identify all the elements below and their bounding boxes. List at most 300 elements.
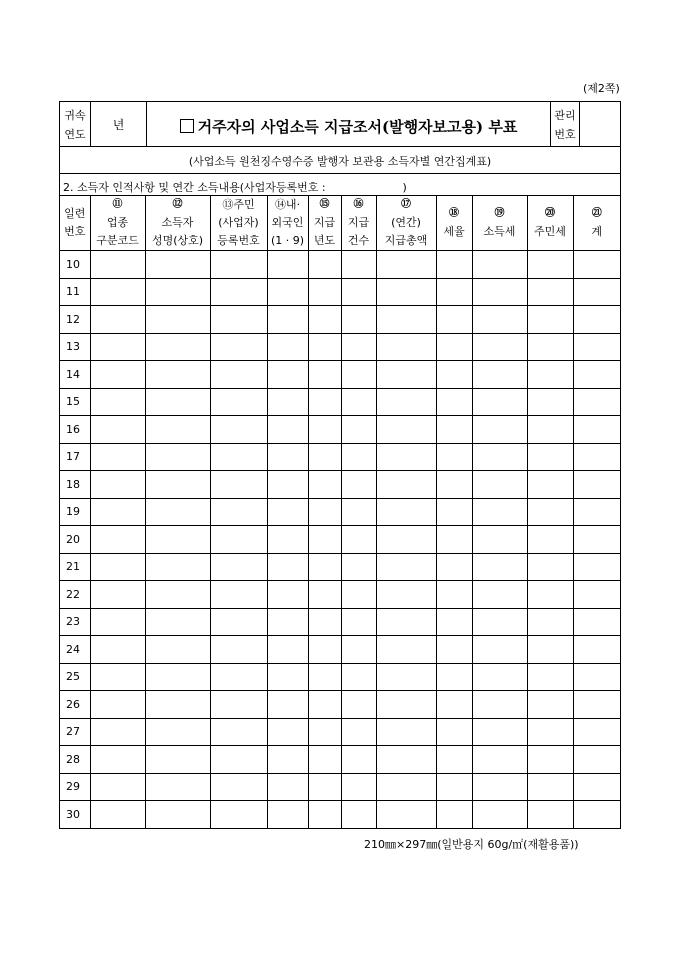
table-cell[interactable] xyxy=(145,416,210,444)
table-cell[interactable] xyxy=(472,333,527,361)
table-cell[interactable] xyxy=(210,691,267,719)
table-cell[interactable] xyxy=(527,333,573,361)
table-cell[interactable] xyxy=(145,663,210,691)
table-cell[interactable] xyxy=(436,306,472,334)
table-row xyxy=(60,801,620,829)
table-cell[interactable] xyxy=(90,498,145,526)
table-cell[interactable] xyxy=(527,526,573,554)
table-cell[interactable] xyxy=(436,581,472,609)
table-cell[interactable] xyxy=(90,526,145,554)
table-row xyxy=(60,278,620,306)
row-number: 11 xyxy=(60,278,90,306)
table-cell[interactable] xyxy=(527,251,573,279)
row-number: 30 xyxy=(60,801,90,829)
table-cell[interactable] xyxy=(341,636,376,664)
table-cell[interactable] xyxy=(472,773,527,801)
management-number-field[interactable] xyxy=(580,102,620,146)
col-payment-year: ⑮ 지급 년도 xyxy=(308,196,341,251)
table-cell[interactable] xyxy=(145,608,210,636)
table-cell[interactable] xyxy=(90,306,145,334)
table-cell[interactable] xyxy=(436,526,472,554)
table-cell[interactable] xyxy=(267,773,308,801)
table-cell[interactable] xyxy=(573,746,620,774)
table-cell[interactable] xyxy=(210,443,267,471)
table-cell[interactable] xyxy=(308,416,341,444)
table-cell[interactable] xyxy=(210,553,267,581)
table-cell[interactable] xyxy=(472,388,527,416)
table-cell[interactable] xyxy=(90,361,145,389)
form-table xyxy=(59,101,621,829)
table-cell[interactable] xyxy=(308,691,341,719)
table-cell[interactable] xyxy=(145,251,210,279)
table-cell[interactable] xyxy=(267,416,308,444)
table-cell[interactable] xyxy=(436,498,472,526)
table-cell[interactable] xyxy=(145,718,210,746)
table-cell[interactable] xyxy=(527,608,573,636)
table-cell[interactable] xyxy=(308,251,341,279)
table-cell[interactable] xyxy=(573,718,620,746)
table-cell[interactable] xyxy=(267,251,308,279)
table-cell[interactable] xyxy=(341,306,376,334)
table-cell[interactable] xyxy=(436,801,472,829)
table-cell[interactable] xyxy=(308,306,341,334)
table-cell[interactable] xyxy=(145,773,210,801)
table-cell[interactable] xyxy=(376,471,436,499)
table-cell[interactable] xyxy=(436,773,472,801)
col-earner-name: ⑫ 소득자 성명(상호) xyxy=(145,196,210,251)
table-cell[interactable] xyxy=(573,443,620,471)
table-row xyxy=(60,333,620,361)
table-cell[interactable] xyxy=(267,608,308,636)
table-cell[interactable] xyxy=(210,333,267,361)
table-cell[interactable] xyxy=(267,746,308,774)
col-industry-code: ⑪ 업종 구분코드 xyxy=(90,196,145,251)
table-cell[interactable] xyxy=(145,388,210,416)
table-row xyxy=(60,663,620,691)
table-cell[interactable] xyxy=(267,526,308,554)
table-cell[interactable] xyxy=(341,388,376,416)
row-number: 12 xyxy=(60,306,90,334)
table-cell[interactable] xyxy=(90,553,145,581)
table-cell[interactable] xyxy=(341,443,376,471)
table-cell[interactable] xyxy=(376,333,436,361)
table-cell[interactable] xyxy=(376,278,436,306)
table-cell[interactable] xyxy=(573,608,620,636)
table-cell[interactable] xyxy=(145,361,210,389)
table-cell[interactable] xyxy=(472,663,527,691)
table-cell[interactable] xyxy=(90,746,145,774)
table-cell[interactable] xyxy=(90,691,145,719)
table-cell[interactable] xyxy=(527,636,573,664)
table-cell[interactable] xyxy=(90,773,145,801)
table-cell[interactable] xyxy=(145,746,210,774)
table-cell[interactable] xyxy=(210,581,267,609)
table-cell[interactable] xyxy=(376,746,436,774)
table-cell[interactable] xyxy=(573,636,620,664)
table-cell[interactable] xyxy=(573,553,620,581)
table-cell[interactable] xyxy=(145,801,210,829)
table-cell[interactable] xyxy=(436,663,472,691)
table-cell[interactable] xyxy=(527,498,573,526)
table-cell[interactable] xyxy=(145,526,210,554)
table-cell[interactable] xyxy=(308,773,341,801)
table-cell[interactable] xyxy=(376,498,436,526)
table-cell[interactable] xyxy=(527,388,573,416)
table-cell[interactable] xyxy=(308,471,341,499)
table-cell[interactable] xyxy=(341,581,376,609)
table-cell[interactable] xyxy=(527,718,573,746)
table-cell[interactable] xyxy=(472,608,527,636)
table-cell[interactable] xyxy=(527,663,573,691)
table-cell[interactable] xyxy=(341,278,376,306)
table-cell[interactable] xyxy=(573,526,620,554)
table-cell[interactable] xyxy=(436,416,472,444)
table-cell[interactable] xyxy=(527,278,573,306)
table-cell[interactable] xyxy=(472,443,527,471)
table-cell[interactable] xyxy=(573,471,620,499)
table-cell[interactable] xyxy=(145,691,210,719)
table-cell[interactable] xyxy=(436,718,472,746)
table-cell[interactable] xyxy=(267,443,308,471)
table-cell[interactable] xyxy=(308,443,341,471)
table-cell[interactable] xyxy=(267,361,308,389)
table-cell[interactable] xyxy=(308,581,341,609)
page-number-label: (제2쪽) xyxy=(583,82,620,95)
table-cell[interactable] xyxy=(210,608,267,636)
table-cell[interactable] xyxy=(472,278,527,306)
table-cell[interactable] xyxy=(573,278,620,306)
table-cell[interactable] xyxy=(472,581,527,609)
form-subtitle: (사업소득 원천징수영수증 발행자 보관용 소득자별 연간집계표) xyxy=(188,155,492,168)
table-cell[interactable] xyxy=(145,278,210,306)
table-row xyxy=(60,251,620,279)
row-number: 13 xyxy=(60,333,90,361)
table-cell[interactable] xyxy=(472,553,527,581)
table-cell[interactable] xyxy=(267,553,308,581)
table-cell[interactable] xyxy=(308,718,341,746)
section-row xyxy=(60,174,620,196)
table-cell[interactable] xyxy=(472,636,527,664)
table-cell[interactable] xyxy=(527,306,573,334)
table-row xyxy=(60,553,620,581)
form-title: 거주자의 사업소득 지급조서(발행자보고용) 부표 xyxy=(147,102,550,146)
section-heading: 2. 소득자 인적사항 및 연간 소득내용(사업자등록번호 : ) xyxy=(63,181,407,194)
table-cell[interactable] xyxy=(436,361,472,389)
table-cell[interactable] xyxy=(210,251,267,279)
table-cell[interactable] xyxy=(90,663,145,691)
row-number: 14 xyxy=(60,361,90,389)
table-cell[interactable] xyxy=(573,691,620,719)
table-cell[interactable] xyxy=(573,801,620,829)
table-cell[interactable] xyxy=(573,388,620,416)
table-cell[interactable] xyxy=(267,498,308,526)
table-cell[interactable] xyxy=(472,691,527,719)
table-cell[interactable] xyxy=(90,801,145,829)
row-number: 21 xyxy=(60,553,90,581)
table-cell[interactable] xyxy=(376,608,436,636)
table-cell[interactable] xyxy=(341,553,376,581)
col-income-tax: ⑲ 소득세 xyxy=(472,196,527,251)
table-cell[interactable] xyxy=(436,636,472,664)
table-cell[interactable] xyxy=(341,498,376,526)
table-cell[interactable] xyxy=(308,361,341,389)
attribution-year-field[interactable]: 년 xyxy=(91,102,147,146)
table-cell[interactable] xyxy=(472,498,527,526)
table-cell[interactable] xyxy=(90,608,145,636)
table-cell[interactable] xyxy=(341,333,376,361)
col-total-payment: ⑰ (연간) 지급총액 xyxy=(376,196,436,251)
col-total: ㉑ 계 xyxy=(573,196,620,251)
table-cell[interactable] xyxy=(527,773,573,801)
table-cell[interactable] xyxy=(376,581,436,609)
col-resident-tax: ⑳ 주민세 xyxy=(527,196,573,251)
table-cell[interactable] xyxy=(267,718,308,746)
table-cell[interactable] xyxy=(573,581,620,609)
table-cell[interactable] xyxy=(267,691,308,719)
table-cell[interactable] xyxy=(308,636,341,664)
table-cell[interactable] xyxy=(90,471,145,499)
column-header-row xyxy=(60,196,620,251)
management-number-label: 관리 번호 xyxy=(550,102,580,146)
row-number: 10 xyxy=(60,251,90,279)
table-cell[interactable] xyxy=(376,636,436,664)
income-table xyxy=(60,196,620,828)
table-cell[interactable] xyxy=(527,746,573,774)
table-cell[interactable] xyxy=(210,718,267,746)
row-number: 28 xyxy=(60,746,90,774)
table-cell[interactable] xyxy=(376,691,436,719)
paper-spec-footer: 210㎜×297㎜(일반용지 60g/㎡(재활용품)) xyxy=(364,838,579,851)
table-cell[interactable] xyxy=(472,361,527,389)
table-cell[interactable] xyxy=(267,306,308,334)
table-cell[interactable] xyxy=(308,278,341,306)
table-cell[interactable] xyxy=(436,608,472,636)
row-number: 16 xyxy=(60,416,90,444)
table-cell[interactable] xyxy=(527,801,573,829)
row-number: 29 xyxy=(60,773,90,801)
table-cell[interactable] xyxy=(436,471,472,499)
table-cell[interactable] xyxy=(436,333,472,361)
table-row xyxy=(60,498,620,526)
table-cell[interactable] xyxy=(267,333,308,361)
table-cell[interactable] xyxy=(341,746,376,774)
table-cell[interactable] xyxy=(436,443,472,471)
table-row xyxy=(60,718,620,746)
table-cell[interactable] xyxy=(341,691,376,719)
table-cell[interactable] xyxy=(210,306,267,334)
table-cell[interactable] xyxy=(90,581,145,609)
table-cell[interactable] xyxy=(308,746,341,774)
row-number: 15 xyxy=(60,388,90,416)
table-cell[interactable] xyxy=(308,663,341,691)
table-cell[interactable] xyxy=(472,526,527,554)
table-cell[interactable] xyxy=(267,801,308,829)
table-cell[interactable] xyxy=(436,553,472,581)
table-cell[interactable] xyxy=(145,471,210,499)
table-row xyxy=(60,361,620,389)
table-cell[interactable] xyxy=(308,801,341,829)
row-number: 19 xyxy=(60,498,90,526)
table-cell[interactable] xyxy=(308,498,341,526)
table-cell[interactable] xyxy=(472,251,527,279)
table-row xyxy=(60,526,620,554)
table-cell[interactable] xyxy=(308,608,341,636)
table-cell[interactable] xyxy=(376,773,436,801)
table-cell[interactable] xyxy=(527,443,573,471)
table-cell[interactable] xyxy=(145,553,210,581)
table-cell[interactable] xyxy=(210,388,267,416)
row-number: 20 xyxy=(60,526,90,554)
table-row xyxy=(60,471,620,499)
col-registration-number: ⑬주민 (사업자) 등록번호 xyxy=(210,196,267,251)
table-cell[interactable] xyxy=(308,526,341,554)
table-cell[interactable] xyxy=(267,278,308,306)
table-cell[interactable] xyxy=(90,388,145,416)
table-cell[interactable] xyxy=(376,663,436,691)
table-cell[interactable] xyxy=(90,416,145,444)
table-cell[interactable] xyxy=(341,251,376,279)
row-number: 24 xyxy=(60,636,90,664)
row-number: 25 xyxy=(60,663,90,691)
table-cell[interactable] xyxy=(210,278,267,306)
table-cell[interactable] xyxy=(210,361,267,389)
table-row xyxy=(60,306,620,334)
table-row xyxy=(60,608,620,636)
table-cell[interactable] xyxy=(145,306,210,334)
table-cell[interactable] xyxy=(376,801,436,829)
col-payment-count: ⑯ 지급 건수 xyxy=(341,196,376,251)
col-serial-number: 일련 번호 xyxy=(60,196,90,251)
table-cell[interactable] xyxy=(436,251,472,279)
table-row xyxy=(60,416,620,444)
table-cell[interactable] xyxy=(210,636,267,664)
table-row xyxy=(60,636,620,664)
table-cell[interactable] xyxy=(90,636,145,664)
row-number: 27 xyxy=(60,718,90,746)
table-cell[interactable] xyxy=(267,581,308,609)
table-cell[interactable] xyxy=(527,361,573,389)
table-cell[interactable] xyxy=(376,306,436,334)
table-cell[interactable] xyxy=(527,471,573,499)
table-cell[interactable] xyxy=(341,718,376,746)
table-cell[interactable] xyxy=(341,416,376,444)
table-cell[interactable] xyxy=(527,581,573,609)
row-number: 18 xyxy=(60,471,90,499)
table-cell[interactable] xyxy=(573,663,620,691)
table-cell[interactable] xyxy=(376,388,436,416)
table-row xyxy=(60,773,620,801)
table-cell[interactable] xyxy=(145,498,210,526)
table-cell[interactable] xyxy=(527,691,573,719)
row-number: 22 xyxy=(60,581,90,609)
table-cell[interactable] xyxy=(341,663,376,691)
table-cell[interactable] xyxy=(210,416,267,444)
table-cell[interactable] xyxy=(376,553,436,581)
table-cell[interactable] xyxy=(210,471,267,499)
table-cell[interactable] xyxy=(376,718,436,746)
table-cell[interactable] xyxy=(145,333,210,361)
table-cell[interactable] xyxy=(436,278,472,306)
table-cell[interactable] xyxy=(210,663,267,691)
row-number: 23 xyxy=(60,608,90,636)
row-number: 26 xyxy=(60,691,90,719)
table-cell[interactable] xyxy=(90,278,145,306)
table-row xyxy=(60,691,620,719)
table-cell[interactable] xyxy=(436,746,472,774)
table-cell[interactable] xyxy=(341,361,376,389)
attribution-year-label: 귀속 연도 xyxy=(60,102,91,146)
table-cell[interactable] xyxy=(210,498,267,526)
table-cell[interactable] xyxy=(527,553,573,581)
table-cell[interactable] xyxy=(472,306,527,334)
table-cell[interactable] xyxy=(308,388,341,416)
col-resident-type: ⑭내· 외국인 (1 · 9) xyxy=(267,196,308,251)
table-row xyxy=(60,581,620,609)
subtitle-row xyxy=(60,147,620,174)
table-cell[interactable] xyxy=(573,773,620,801)
table-cell[interactable] xyxy=(210,526,267,554)
col-tax-rate: ⑱ 세율 xyxy=(436,196,472,251)
table-cell[interactable] xyxy=(573,361,620,389)
table-cell[interactable] xyxy=(341,801,376,829)
form-header-row xyxy=(60,102,620,147)
table-cell[interactable] xyxy=(267,388,308,416)
table-row xyxy=(60,746,620,774)
table-cell[interactable] xyxy=(145,636,210,664)
table-cell[interactable] xyxy=(145,443,210,471)
table-cell[interactable] xyxy=(472,801,527,829)
table-cell[interactable] xyxy=(341,471,376,499)
table-cell[interactable] xyxy=(472,746,527,774)
table-cell[interactable] xyxy=(376,251,436,279)
row-number: 17 xyxy=(60,443,90,471)
table-cell[interactable] xyxy=(341,608,376,636)
table-cell[interactable] xyxy=(267,663,308,691)
table-cell[interactable] xyxy=(210,773,267,801)
table-cell[interactable] xyxy=(376,526,436,554)
table-row xyxy=(60,443,620,471)
table-cell[interactable] xyxy=(210,801,267,829)
table-cell[interactable] xyxy=(436,388,472,416)
table-cell[interactable] xyxy=(90,251,145,279)
table-cell[interactable] xyxy=(308,333,341,361)
table-cell[interactable] xyxy=(210,746,267,774)
table-cell[interactable] xyxy=(573,306,620,334)
checkbox-icon[interactable] xyxy=(180,119,194,133)
table-cell[interactable] xyxy=(436,691,472,719)
table-cell[interactable] xyxy=(376,443,436,471)
table-cell[interactable] xyxy=(376,361,436,389)
table-cell[interactable] xyxy=(267,471,308,499)
table-cell[interactable] xyxy=(573,498,620,526)
table-cell[interactable] xyxy=(527,416,573,444)
table-cell[interactable] xyxy=(90,718,145,746)
table-cell[interactable] xyxy=(573,416,620,444)
table-cell[interactable] xyxy=(145,581,210,609)
table-cell[interactable] xyxy=(90,443,145,471)
table-cell[interactable] xyxy=(472,718,527,746)
table-cell[interactable] xyxy=(472,416,527,444)
table-cell[interactable] xyxy=(573,333,620,361)
table-cell[interactable] xyxy=(573,251,620,279)
table-cell[interactable] xyxy=(308,553,341,581)
table-cell[interactable] xyxy=(472,471,527,499)
table-cell[interactable] xyxy=(376,416,436,444)
table-cell[interactable] xyxy=(267,636,308,664)
table-cell[interactable] xyxy=(90,333,145,361)
table-cell[interactable] xyxy=(341,526,376,554)
table-cell[interactable] xyxy=(341,773,376,801)
